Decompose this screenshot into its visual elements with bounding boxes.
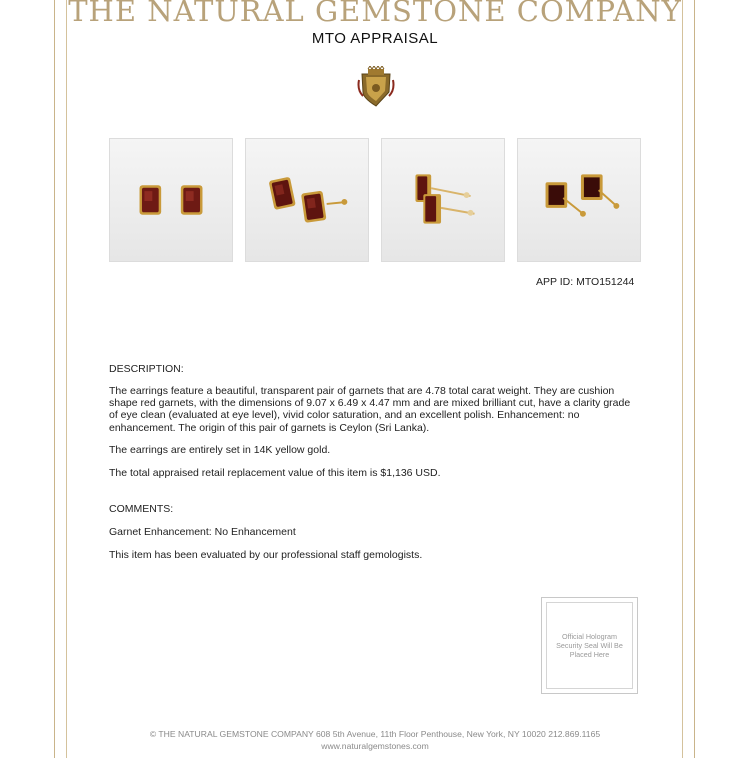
seal-inner-border [546,602,633,689]
app-id: APP ID: MTO151244 [536,276,635,288]
earrings-photo [517,138,641,262]
crest-icon [356,66,396,110]
hologram-seal-placeholder [541,597,638,694]
description-paragraph: The earrings feature a beautiful, transparent pair of garnets that are 4.78 total carat weight. They are cushion shape red garnets, with the dimensions of 9.07 x 6.49 x 4.47 mm and are mixed brilliant cut, have a clarity grade of eye clean (evaluated at eye level), vivid color saturation, and an excellent polish. Enhancement: no enhancement. The origin of this pair of garnets is Ceylon (Sri Lanka). [109,385,631,434]
comments-paragraph: This item has been evaluated by our professional staff gemologists. [109,549,423,561]
comments-label: COMMENTS: [109,503,174,515]
earrings-photo [245,138,369,262]
comments-paragraph: Garnet Enhancement: No Enhancement [109,526,296,538]
document-title: MTO APPRAISAL [311,30,439,47]
company-name: THE NATURAL GEMSTONE COMPANY [68,0,682,28]
earrings-photo [381,138,505,262]
footer-website-link[interactable]: www.naturalgemstones.com [321,741,429,751]
footer-address: © THE NATURAL GEMSTONE COMPANY 608 5th Avenue, 11th Floor Penthouse, New York, NY 10020 212.869.1165 [149,729,601,739]
description-label: DESCRIPTION: [109,363,184,375]
description-paragraph: The earrings are entirely set in 14K yellow gold. [109,444,331,456]
earrings-photo [109,138,233,262]
description-paragraph: The total appraised retail replacement value of this item is $1,136 USD. [109,467,441,479]
seal-text: Official Hologram Security Seal Will Be Placed Here [556,632,623,659]
